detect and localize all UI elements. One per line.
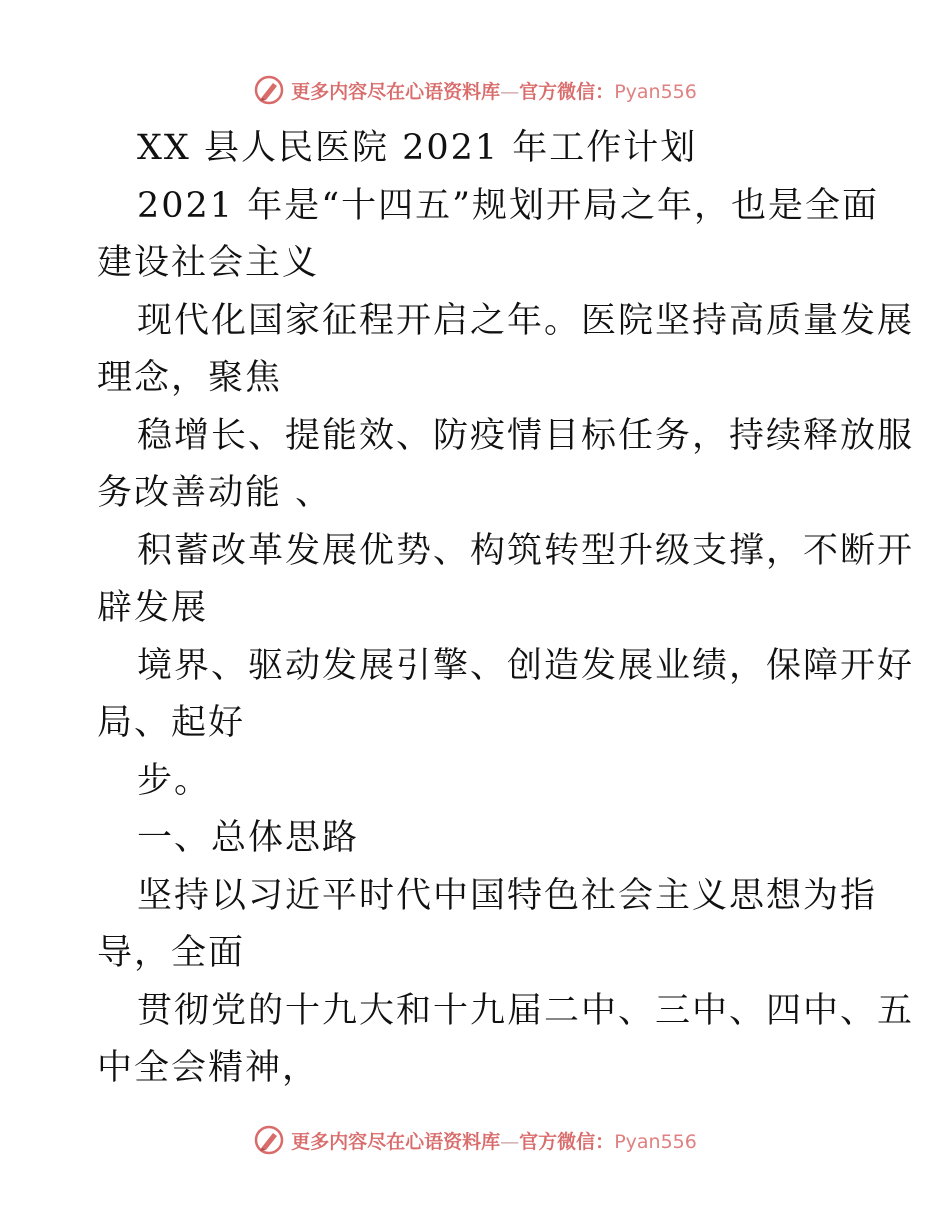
section-heading: 一、总体思路 [137, 818, 360, 858]
text-line: 积蓄改革发展优势、构筑转型升级支撑，不断开 [137, 530, 915, 571]
watermark-separator: — [500, 80, 520, 103]
text-line: 理念，聚焦 [97, 358, 283, 398]
document-body [97, 120, 915, 1098]
header-watermark [0, 70, 950, 110]
watermark-text [291, 77, 697, 104]
text-line: 局、起好 [97, 703, 246, 743]
text-line: 中全会精神， [97, 1048, 320, 1088]
watermark-site-text: 更多内容尽在心语资料库 [291, 80, 501, 103]
watermark-wechat-id: Pyan556 [614, 80, 697, 103]
text-line: 坚持以习近平时代中国特色社会主义思想为指 [137, 875, 878, 916]
text-line: 贯彻党的十九大和十九届二中、三中、四中、五 [137, 990, 915, 1031]
text-line: 2021 年是“十四五”规划开局之年，也是全面 [137, 185, 879, 226]
pen-logo-icon [253, 1124, 285, 1156]
text-line: 辟发展 [97, 588, 209, 628]
watermark-text [291, 1127, 697, 1154]
text-line: 建设社会主义 [97, 243, 320, 283]
text-line: 导，全面 [97, 933, 246, 973]
watermark-separator: — [500, 1130, 520, 1153]
pen-logo-icon [253, 74, 285, 106]
watermark-wechat-id: Pyan556 [614, 1130, 697, 1153]
text-line: 步。 [137, 760, 212, 801]
watermark-wechat-label: 官方微信： [519, 80, 615, 103]
text-line: 稳增长、提能效、防疫情目标任务，持续释放服 [137, 415, 915, 456]
document-title: XX 县人民医院 2021 年工作计划 [137, 128, 698, 168]
text-line: 境界、驱动发展引擎、创造发展业绩，保障开好 [137, 645, 915, 686]
footer-watermark [0, 1120, 950, 1160]
text-line: 现代化国家征程开启之年。医院坚持高质量发展 [137, 300, 915, 341]
watermark-wechat-label: 官方微信： [519, 1130, 615, 1153]
text-line: 务改善动能 、 [97, 473, 333, 513]
watermark-site-text: 更多内容尽在心语资料库 [291, 1130, 501, 1153]
